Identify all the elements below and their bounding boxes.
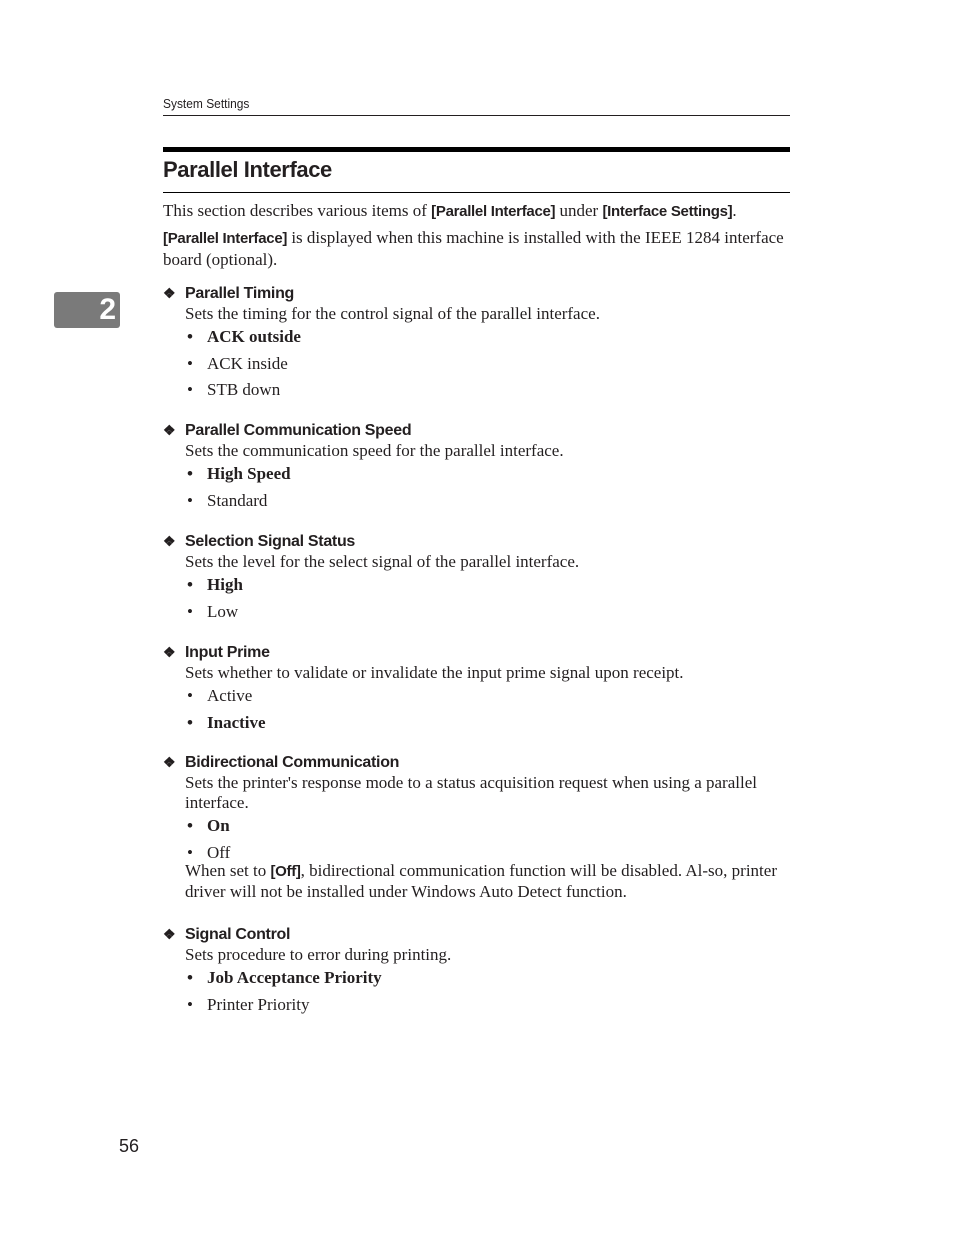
intro-text-run: This section describes various items of xyxy=(163,201,432,220)
note-text-run: , bidirectional communication function will be disabled. Al-so, printer driver will not be installed under Windows Auto Detect function. xyxy=(185,861,777,901)
running-header xyxy=(163,96,790,116)
option-list xyxy=(163,572,791,625)
ui-term-parallel-interface: [Parallel Interface] xyxy=(431,203,556,220)
note-text-run: When set to xyxy=(185,861,271,880)
option-list xyxy=(163,965,791,1018)
diamond-bullet-icon: ❖ xyxy=(163,754,176,770)
ui-term-parallel-interface: [Parallel Interface] xyxy=(163,230,288,247)
section-heading-text: Input Prime xyxy=(185,644,270,661)
section-selection-signal-status xyxy=(163,531,791,625)
list-item: • On xyxy=(185,813,791,840)
intro-paragraph-2 xyxy=(163,227,791,270)
section-description: Sets procedure to error during printing. xyxy=(185,945,452,964)
intro-text-run: . xyxy=(732,201,737,220)
list-item: • Active xyxy=(185,683,791,710)
running-title: System Settings xyxy=(163,96,250,111)
list-item: • Inactive xyxy=(185,710,791,737)
title-top-rule xyxy=(163,147,790,152)
section-note xyxy=(185,861,791,902)
section-parallel-communication-speed xyxy=(163,420,791,514)
intro-text xyxy=(163,200,791,275)
list-item: • Standard xyxy=(185,488,791,515)
page-title: Parallel Interface xyxy=(163,157,332,182)
section-signal-control xyxy=(163,924,791,1018)
section-heading xyxy=(163,924,791,945)
diamond-bullet-icon: ❖ xyxy=(163,926,176,942)
list-item: • Job Acceptance Priority xyxy=(185,965,791,992)
diamond-bullet-icon: ❖ xyxy=(163,533,176,549)
diamond-bullet-icon: ❖ xyxy=(163,285,176,301)
section-heading-text: Parallel Timing xyxy=(185,285,295,302)
section-heading xyxy=(163,420,791,441)
list-item: • ACK inside xyxy=(185,351,791,378)
option-list xyxy=(163,461,791,514)
section-heading xyxy=(163,531,791,552)
list-item: • Printer Priority xyxy=(185,992,791,1019)
section-heading xyxy=(163,642,791,663)
list-item: • Low xyxy=(185,599,791,626)
section-description: Sets the level for the select signal of the parallel interface. xyxy=(185,552,580,571)
diamond-bullet-icon: ❖ xyxy=(163,644,176,660)
option-list xyxy=(163,683,791,736)
list-item: • High xyxy=(185,572,791,599)
section-heading-text: Parallel Communication Speed xyxy=(185,422,412,439)
section-parallel-timing xyxy=(163,283,791,404)
ui-term-interface-settings: [Interface Settings] xyxy=(602,203,733,220)
section-heading xyxy=(163,752,791,773)
intro-text-run: under xyxy=(555,201,603,220)
intro-paragraph-1 xyxy=(163,200,791,222)
ui-term-off: [Off] xyxy=(270,863,301,880)
intro-text-run: is displayed when this machine is installed with the IEEE 1284 interface board (optional). xyxy=(163,228,784,269)
section-heading xyxy=(163,283,791,304)
section-heading-text: Signal Control xyxy=(185,926,291,943)
section-description: Sets the timing for the control signal of the parallel interface. xyxy=(185,304,600,323)
section-description: Sets the printer's response mode to a status acquisition request when using a parallel interface. xyxy=(185,773,757,812)
page-number: 56 xyxy=(119,1136,140,1156)
section-description: Sets whether to validate or invalidate the input prime signal upon receipt. xyxy=(185,663,684,682)
section-input-prime xyxy=(163,642,791,736)
section-bidirectional-communication xyxy=(163,752,791,902)
option-list xyxy=(163,813,791,866)
list-item: • High Speed xyxy=(185,461,791,488)
section-heading-text: Selection Signal Status xyxy=(185,533,356,550)
section-heading-text: Bidirectional Communication xyxy=(185,754,400,771)
title-bottom-rule xyxy=(163,192,790,193)
diamond-bullet-icon: ❖ xyxy=(163,422,176,438)
section-description: Sets the communication speed for the parallel interface. xyxy=(185,441,564,460)
option-list xyxy=(163,324,791,404)
chapter-tab: 2 xyxy=(54,292,120,328)
list-item: • STB down xyxy=(185,377,791,404)
list-item: • ACK outside xyxy=(185,324,791,351)
list-item: • Off xyxy=(185,840,791,867)
